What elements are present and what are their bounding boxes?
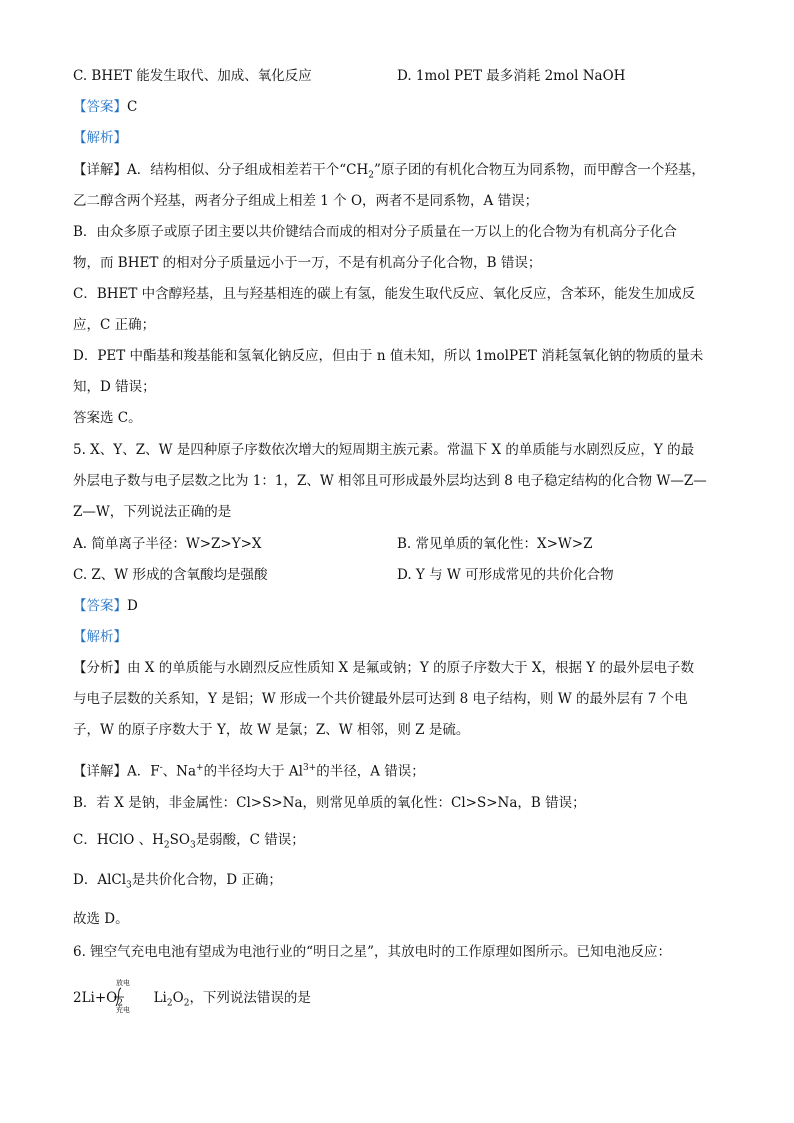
answer-tag: 【答案】 (73, 99, 127, 115)
q4-answer: 【答案】C (73, 99, 138, 115)
q5-stem: 5. X、Y、Z、W 是四种原子序数依次增大的短周期主族元素。常温下 X 的单质能与水剧烈反应，Y 的最 (73, 442, 695, 458)
q5-option-d: D. Y 与 W 可形成常见的共价化合物 (397, 567, 614, 583)
q4-option-c: C. BHET 能发生取代、加成、氧化反应 (73, 68, 312, 84)
q4-option-d: D. 1mol PET 最多消耗 2mol NaOH (397, 68, 626, 84)
q5-detail-c: C．HClO 、$H_2SO_3$是弱酸，C 错误； (73, 832, 305, 851)
q5-stem: Z—W，下列说法正确的是 (73, 504, 232, 520)
q4-detail-line: C．BHET 中含醇羟基，且与羟基相连的碳上有氢，能发生取代反应、氧化反应，含苯环，能发生加成反 (73, 286, 696, 302)
q4-analysis-tag: 【解析】 (73, 130, 127, 146)
q5-fenxi-line: 【分析】由 X 的单质能与水剧烈反应性质知 X 是氟或钠；Y 的原子序数大于 X，根据 Y 的最外层电子数 (73, 660, 694, 676)
q6-reaction-equation: $2Li+O_2$ $Li_2O_2$，下列说法错误的是 (73, 990, 311, 1009)
q5-fenxi-line: 子，W 的原子序数大于 Y，故 W 是氯；Z、W 相邻，则 Z 是硫。 (73, 722, 470, 738)
q4-detail-line: 【详解】A．结构相似、分子组成相差若干个“$CH_2$”原子团的有机化合物互为同系物，而甲醇含一个羟基， (73, 162, 705, 181)
answer-tag: 【答案】 (73, 598, 127, 614)
charge-label: 充电 (116, 1006, 130, 1014)
q5-fenxi-line: 与电子层数的关系知，Y 是铝；W 形成一个共价键最外层可达到 8 电子结构，则 W 的最外层有 7 个电 (73, 691, 688, 707)
q5-detail-b: B．若 X 是钠，非金属性：Cl>S>Na，则常见单质的氧化性：Cl>S>Na，B 错误； (73, 795, 586, 811)
q4-detail-line: B．由众多原子或原子团主要以共价键结合而成的相对分子质量在一万以上的化合物为有机高分子化合 (73, 224, 677, 240)
q5-stem: 外层电子数与电子层数之比为 1：1，Z、W 相邻且可形成最外层均达到 8 电子稳定结构的化合物 W—Z— (73, 473, 707, 489)
q5-answer: 【答案】D (73, 598, 138, 614)
q4-detail-line: 乙二醇含两个羟基，两者分子组成上相差 1 个 O，两者不是同系物，A 错误； (73, 193, 539, 209)
q5-analysis-tag: 【解析】 (73, 629, 127, 645)
q5-final-answer: 故选 D。 (73, 911, 129, 927)
q5-option-b: B. 常见单质的氧化性：X>W>Z (397, 536, 593, 552)
q4-final-answer: 答案选 C。 (73, 410, 142, 426)
q4-detail-line: D．PET 中酯基和羧基能和氢氧化钠反应，但由于 n 值未知，所以 1molPET 消耗氢氧化钠的物质的量未 (73, 348, 704, 364)
q4-detail-line: 知，D 错误； (73, 379, 156, 395)
q4-detail-line: 应，C 正确； (73, 317, 156, 333)
q5-detail-d: D．AlCl$_3$是共价化合物，D 正确； (73, 872, 282, 891)
q4-detail-line: 物，而 BHET 的相对分子质量远小于一万，不是有机高分子化合物，B 错误； (73, 255, 542, 271)
q5-option-a: A. 简单离子半径：W>Z>Y>X (73, 536, 262, 552)
discharge-label: 放电 (116, 979, 130, 987)
reversible-arrow-icon (112, 980, 126, 1014)
q6-stem: 6. 锂空气充电电池有望成为电池行业的“明日之星”，其放电时的工作原理如图所示。已知电池反应： (73, 944, 671, 960)
q5-option-c: C. Z、W 形成的含氧酸均是强酸 (73, 567, 268, 583)
q5-detail-a: 【详解】A．F-、Na+的半径均大于 $Al^{3+}$的半径，A 错误； (73, 763, 425, 780)
